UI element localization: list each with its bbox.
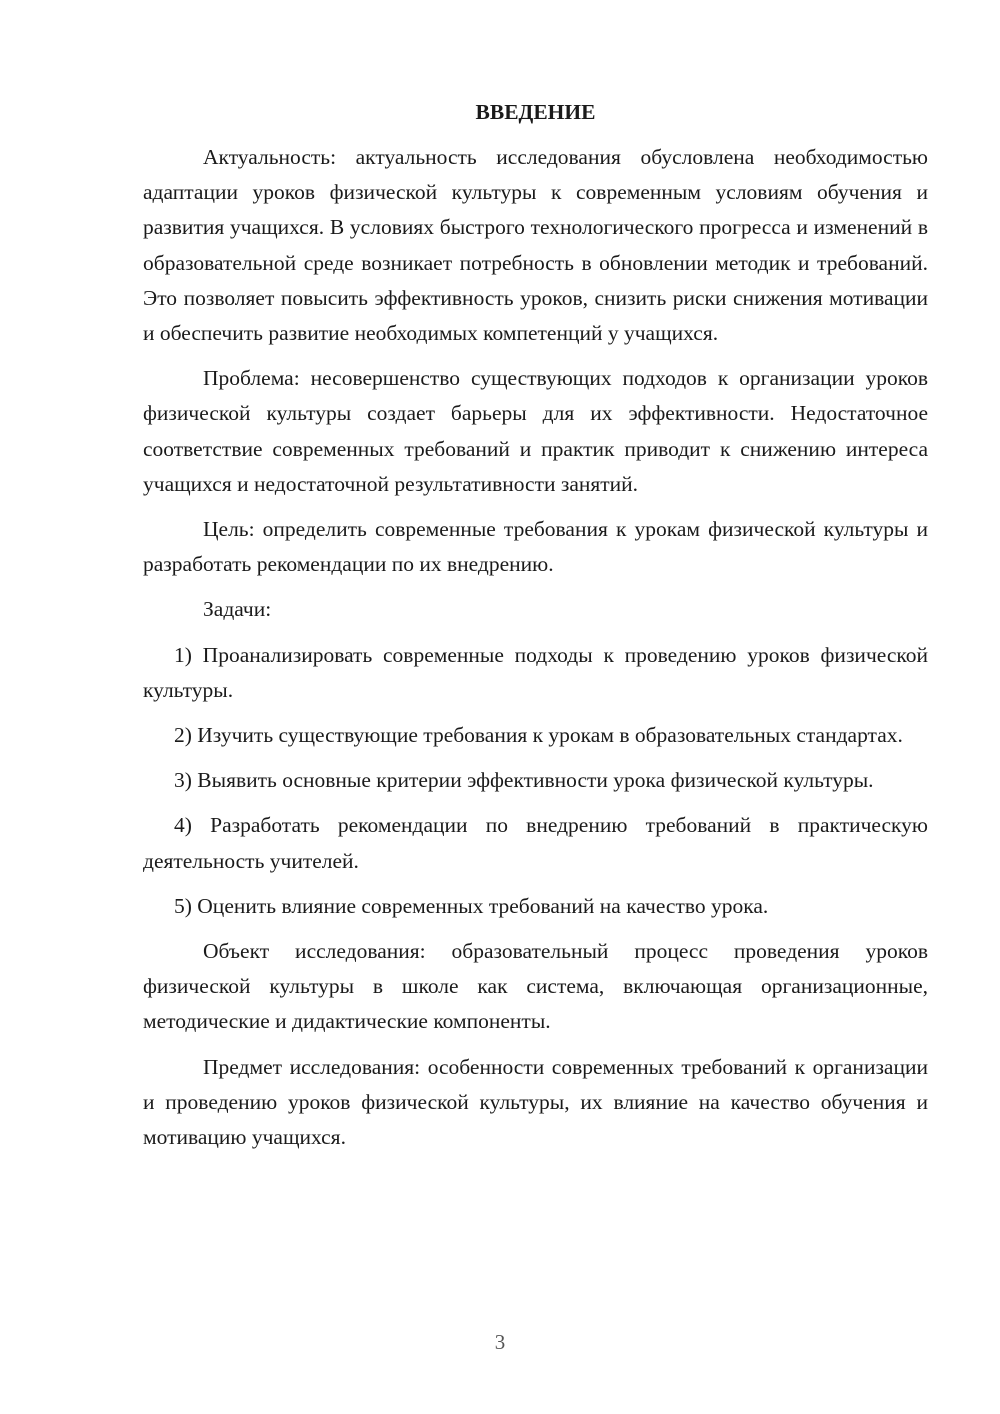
goal-paragraph: Цель: определить современные требования к урокам физической культуры и разработать рекомендации по их внедрению. xyxy=(143,517,928,577)
problem-paragraph: Проблема: несовершенство существующих подходов к организации уроков физической культуры создает барьеры для их эффективности. Недостаточное соответствие современных требований и практик приводит к снижению интереса учащихся и недостаточной результативности занятий. xyxy=(143,366,928,496)
task-item-1: 1) Проанализировать современные подходы к проведению уроков физической культуры. xyxy=(143,642,928,702)
task-item-4: 4) Разработать рекомендации по внедрению требований в практическую деятельность учителей. xyxy=(143,813,928,873)
task-item-2: 2) Изучить существующие требования к урокам в образовательных стандартах. xyxy=(174,723,903,748)
page-number: 3 xyxy=(494,1330,506,1354)
section-title: ВВЕДЕНИЕ xyxy=(475,100,596,124)
object-paragraph: Объект исследования: образовательный процесс проведения уроков физической культуры в школе как система, включающая организационные, методические и дидактические компоненты. xyxy=(143,939,928,1034)
tasks-heading: Задачи: xyxy=(203,597,272,622)
document-page xyxy=(143,92,928,1165)
relevance-paragraph: Актуальность: актуальность исследования обусловлена необходимостью адаптации уроков физической культуры к современным условиям обучения и развития учащихся. В условиях быстрого технологического прогресса и изменений в образовательной среде возникает потребность в обновлении методик и требований. Это позволяет повысить эффективность уроков, снизить риски снижения мотивации и обеспечить развитие необходимых компетенций у учащихся. xyxy=(143,145,928,346)
subject-paragraph: Предмет исследования: особенности современных требований к организации и проведению уроков физической культуры, их влияние на качество обучения и мотивацию учащихся. xyxy=(143,1054,928,1150)
task-item-3: 3) Выявить основные критерии эффективности урока физической культуры. xyxy=(174,768,874,793)
task-item-5: 5) Оценить влияние современных требований на качество урока. xyxy=(174,893,769,918)
